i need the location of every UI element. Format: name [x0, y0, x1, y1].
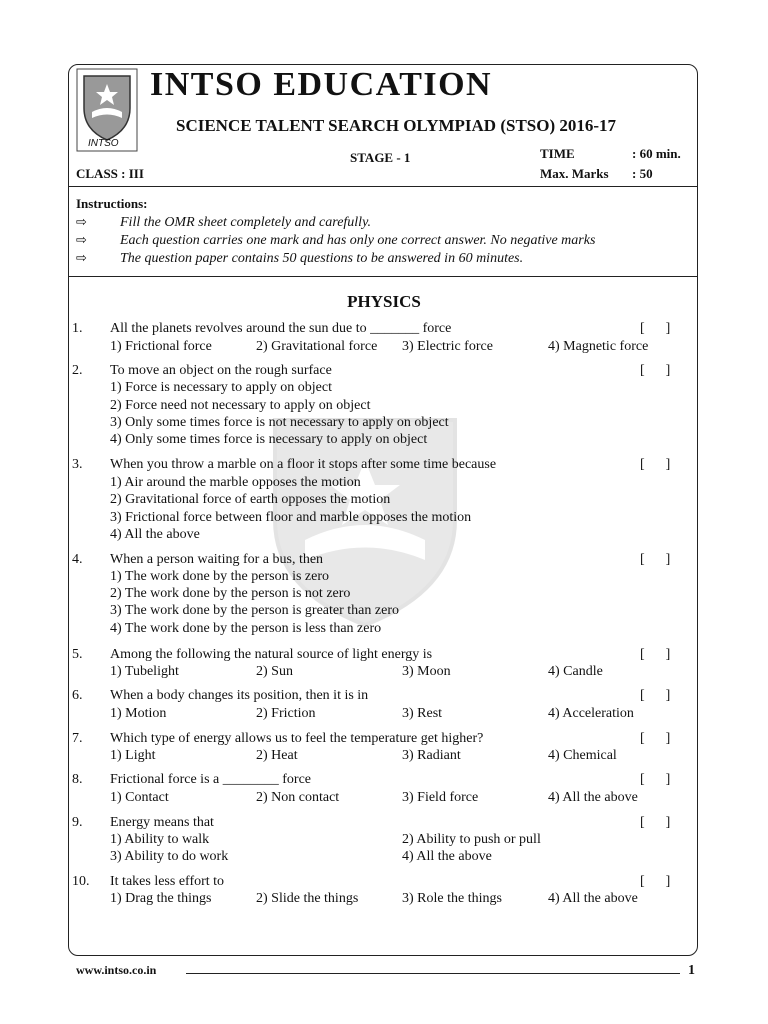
- option: 1) Light: [110, 748, 156, 763]
- exam-subtitle: SCIENCE TALENT SEARCH OLYMPIAD (STSO) 2016-17: [176, 116, 617, 135]
- option: 2) Force need not necessary to apply on object: [110, 398, 371, 413]
- answer-bracket: [ ]: [640, 731, 671, 746]
- footer-url: www.intso.co.in: [76, 963, 157, 977]
- option: 3) Moon: [402, 664, 451, 679]
- class-label: CLASS : III: [76, 166, 144, 181]
- option: 1) The work done by the person is zero: [110, 569, 330, 584]
- footer-divider: [186, 973, 680, 974]
- option: 4) Magnetic force: [548, 339, 649, 354]
- arrow-icon: ⇨: [76, 215, 87, 230]
- time-label: TIME: [540, 146, 575, 161]
- option: 3) Field force: [402, 790, 479, 805]
- answer-bracket: [ ]: [640, 321, 671, 336]
- answer-bracket: [ ]: [640, 457, 671, 472]
- option: 2) Heat: [256, 748, 298, 763]
- question-number: 8.: [72, 772, 83, 787]
- option: 1) Motion: [110, 706, 167, 721]
- option: 4) All the above: [548, 790, 638, 805]
- option: 4) All the above: [548, 891, 638, 906]
- instruction-item: [76, 233, 595, 249]
- question-text: Energy means that: [110, 815, 214, 830]
- option: 4) Only some times force is necessary to apply on object: [110, 432, 428, 447]
- option: 2) Ability to push or pull: [402, 832, 541, 847]
- option: 2) Gravitational force: [256, 339, 378, 354]
- header-divider: [68, 186, 698, 187]
- question-number: 5.: [72, 647, 83, 662]
- question-text: When a body changes its position, then it is in: [110, 688, 369, 703]
- answer-bracket: [ ]: [640, 552, 671, 567]
- option: 1) Air around the marble opposes the motion: [110, 475, 361, 490]
- option: 3) Radiant: [402, 748, 461, 763]
- question-number: 3.: [72, 457, 83, 472]
- instructions-title: Instructions:: [76, 196, 148, 211]
- option: 3) The work done by the person is greater than zero: [110, 603, 399, 618]
- question-number: 6.: [72, 688, 83, 703]
- answer-bracket: [ ]: [640, 815, 671, 830]
- question-number: 4.: [72, 552, 83, 567]
- brand-title: INTSO EDUCATION: [150, 66, 493, 103]
- question-text: Among the following the natural source of light energy is: [110, 647, 433, 662]
- answer-bracket: [ ]: [640, 688, 671, 703]
- option: 1) Force is necessary to apply on object: [110, 380, 332, 395]
- answer-bracket: [ ]: [640, 874, 671, 889]
- option: 3) Rest: [402, 706, 443, 721]
- option: 4) All the above: [110, 527, 200, 542]
- option: 4) All the above: [402, 849, 492, 864]
- option: 4) Chemical: [548, 748, 617, 763]
- option: 2) Sun: [256, 664, 293, 679]
- option: 2) Non contact: [256, 790, 340, 805]
- option: 1) Contact: [110, 790, 169, 805]
- question-text: When a person waiting for a bus, then: [110, 552, 324, 567]
- option: 3) Frictional force between floor and marble opposes the motion: [110, 510, 472, 525]
- option: 2) Friction: [256, 706, 316, 721]
- option: 2) Slide the things: [256, 891, 359, 906]
- option: 3) Ability to do work: [110, 849, 229, 864]
- option: 1) Frictional force: [110, 339, 212, 354]
- question-text: All the planets revolves around the sun due to _______ force: [110, 321, 452, 336]
- page-number: 1: [688, 963, 695, 978]
- marks-value: : 50: [632, 166, 653, 181]
- arrow-icon: ⇨: [76, 233, 87, 248]
- answer-bracket: [ ]: [640, 363, 671, 378]
- answer-bracket: [ ]: [640, 647, 671, 662]
- instructions-divider: [68, 276, 698, 277]
- option: 4) Acceleration: [548, 706, 634, 721]
- option: 1) Ability to walk: [110, 832, 210, 847]
- option: 2) The work done by the person is not zero: [110, 586, 351, 601]
- question-number: 2.: [72, 363, 83, 378]
- instruction-text: Fill the OMR sheet completely and carefully.: [120, 215, 372, 230]
- question-number: 1.: [72, 321, 83, 336]
- question-text: When you throw a marble on a floor it stops after some time because: [110, 457, 497, 472]
- section-title: PHYSICS: [347, 292, 421, 311]
- question-number: 7.: [72, 731, 83, 746]
- instruction-text: Each question carries one mark and has only one correct answer. No negative marks: [120, 233, 596, 248]
- option: 3) Electric force: [402, 339, 493, 354]
- option: 2) Gravitational force of earth opposes the motion: [110, 492, 391, 507]
- option: 1) Tubelight: [110, 664, 179, 679]
- instruction-item: [76, 251, 523, 267]
- instruction-item: [76, 215, 371, 231]
- option: 4) Candle: [548, 664, 603, 679]
- question-text: Which type of energy allows us to feel the temperature get higher?: [110, 731, 484, 746]
- stage-label: STAGE - 1: [350, 150, 411, 165]
- answer-bracket: [ ]: [640, 772, 671, 787]
- marks-label: Max. Marks: [540, 166, 609, 181]
- arrow-icon: ⇨: [76, 251, 87, 266]
- time-value: : 60 min.: [632, 146, 681, 161]
- option: 1) Drag the things: [110, 891, 212, 906]
- question-text: Frictional force is a ________ force: [110, 772, 311, 787]
- logo-text: INTSO: [88, 138, 119, 149]
- question-number: 10.: [72, 874, 90, 889]
- option: 3) Role the things: [402, 891, 502, 906]
- instruction-text: The question paper contains 50 questions to be answered in 60 minutes.: [120, 251, 524, 266]
- option: 4) The work done by the person is less than zero: [110, 621, 382, 636]
- option: 3) Only some times force is not necessary to apply on object: [110, 415, 449, 430]
- question-number: 9.: [72, 815, 83, 830]
- question-text: To move an object on the rough surface: [110, 363, 332, 378]
- question-text: It takes less effort to: [110, 874, 225, 889]
